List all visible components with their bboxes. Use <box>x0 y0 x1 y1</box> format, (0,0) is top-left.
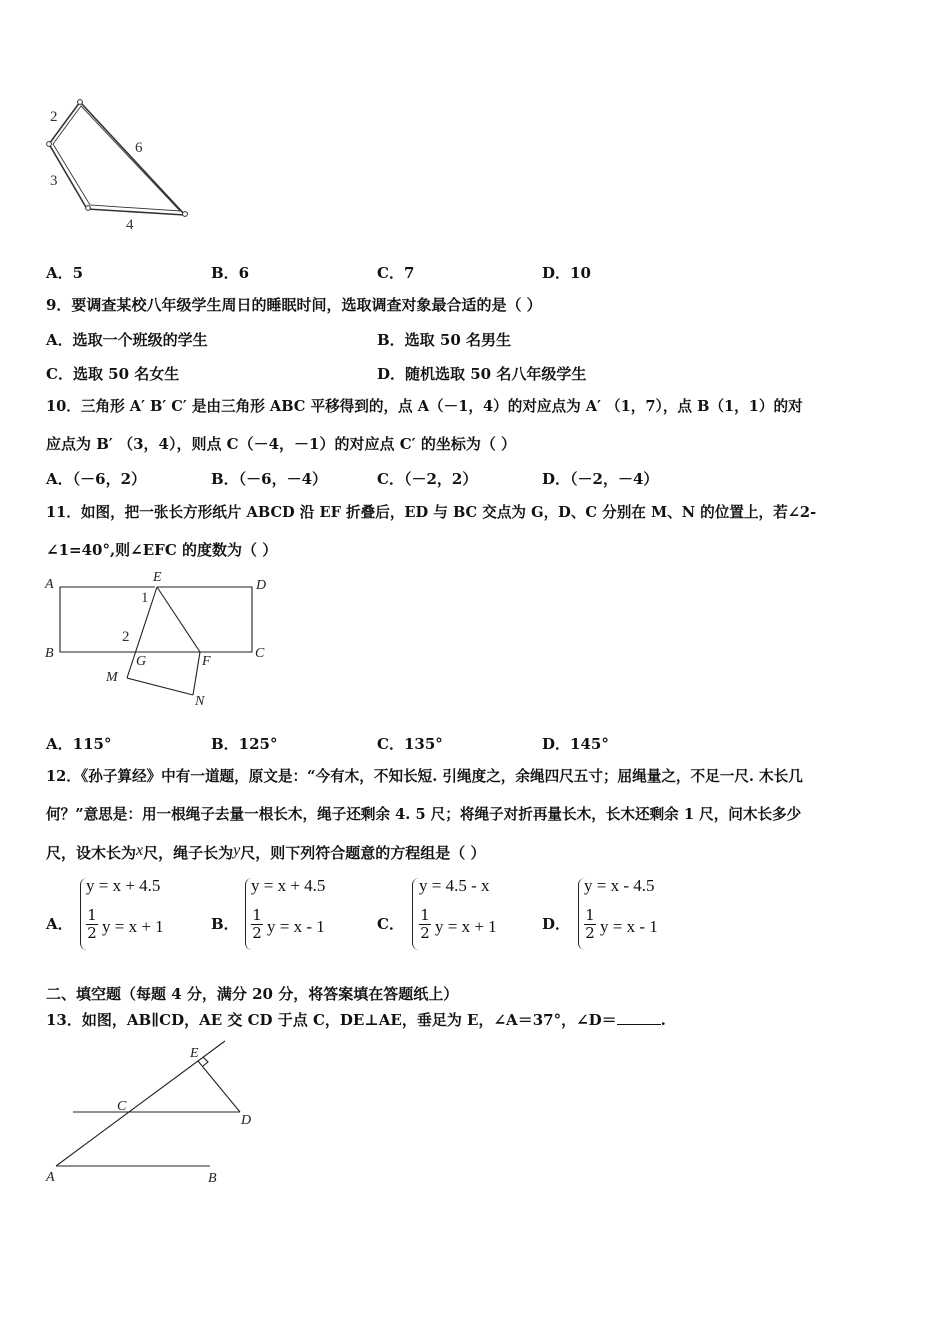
q10-option-c[interactable]: C．（－2，2） <box>377 470 478 488</box>
q12-option-b[interactable] <box>211 876 351 956</box>
side-label-3: 3 <box>50 173 58 189</box>
q13-stem-end: . <box>660 1011 666 1029</box>
q12-option-c-eq2: y = x + 1 <box>435 917 497 936</box>
q13-stem-text: 13．如图，AB∥CD，AE 交 CD 于点 C，DE⊥AE，垂足为 E，∠A＝37°，∠D＝ <box>46 1011 617 1029</box>
q8-option-c[interactable]: C．7 <box>377 264 415 282</box>
q11-stem-line2: ∠1=40°,则∠EFC 的度数为（ ） <box>46 541 278 559</box>
fraction-numerator: 1 <box>585 906 595 924</box>
q12-option-a-fraction <box>86 907 98 942</box>
q12-option-a-eq1: y = x + 4.5 <box>86 876 161 895</box>
quadrilateral-figure <box>40 95 200 235</box>
label-c: C <box>117 1099 127 1114</box>
label-a: A <box>46 1170 55 1185</box>
q12-option-a-label: A． <box>46 915 73 933</box>
quadrilateral-outer <box>49 102 185 215</box>
q11-option-c[interactable]: C．135° <box>377 735 443 753</box>
q11-option-b[interactable]: B．125° <box>211 735 278 753</box>
fraction-numerator: 1 <box>87 906 97 924</box>
q12-option-b-fraction <box>251 907 263 942</box>
quadrilateral-inner <box>53 106 180 211</box>
q12-stem-part-c: 尺，则下列符合题意的方程组是（ ） <box>240 844 486 862</box>
q12-option-c-label: C． <box>377 915 404 933</box>
q12-option-b-eq1: y = x + 4.5 <box>251 876 326 895</box>
label-angle-2: 2 <box>122 629 130 645</box>
q8-option-a[interactable]: A．5 <box>46 264 84 282</box>
q12-option-b-label: B． <box>211 915 239 933</box>
q12-option-c-fraction <box>419 907 431 942</box>
fraction-numerator: 1 <box>420 906 430 924</box>
brace-icon <box>412 878 419 950</box>
q11-option-a[interactable]: A．115° <box>46 735 112 753</box>
q12-stem-line2: 何？”意思是：用一根绳子去量一根长木，绳子还剩余 4. 5 尺；将绳子对折再量长木，长木还剩余 1 尺，问木长多少 <box>46 806 802 823</box>
q9-option-d[interactable]: D．随机选取 50 名八年级学生 <box>377 365 587 383</box>
label-c: C <box>255 646 265 661</box>
q12-option-c[interactable] <box>377 876 517 956</box>
fraction-denominator: 2 <box>585 924 595 942</box>
q10-stem-line2: 应点为 B′ （3，4），则点 C（－4，－1）的对应点 C′ 的坐标为（ ） <box>46 435 517 453</box>
q11-stem-line1: 11．如图，把一张长方形纸片 ABCD 沿 EF 折叠后，ED 与 BC 交点为 G，D、C 分别在 M、N 的位置上，若∠2- <box>46 504 817 521</box>
section-heading: 二、填空题（每题 4 分，满分 20 分，将答案填在答题纸上） <box>46 985 459 1003</box>
q12-var-y: y <box>233 842 241 859</box>
q10-stem-line1: 10．三角形 A′ B′ C′ 是由三角形 ABC 平移得到的，点 A（－1，4）的对应点为 A′ （1，7），点 B（1，1）的对 <box>46 398 803 415</box>
q12-option-d-fraction <box>584 907 596 942</box>
q8-option-d[interactable]: D．10 <box>542 264 591 282</box>
q13-stem <box>46 1010 666 1030</box>
rect-right <box>157 587 252 652</box>
fraction-denominator: 2 <box>252 924 262 942</box>
q12-option-d-eq2: y = x - 1 <box>600 917 658 936</box>
parallel-lines-figure <box>40 1035 280 1190</box>
q12-option-c-eq1: y = 4.5 - x <box>419 876 490 895</box>
q12-option-b-eq2: y = x - 1 <box>267 917 325 936</box>
label-b: B <box>45 646 54 661</box>
q11-option-d[interactable]: D．145° <box>542 735 609 753</box>
q12-option-a[interactable] <box>46 876 186 956</box>
q12-option-d[interactable] <box>542 876 682 956</box>
label-e: E <box>190 1046 199 1061</box>
fold-line-ef <box>157 587 200 652</box>
label-angle-1: 1 <box>141 590 149 606</box>
q12-stem-line3 <box>46 843 485 864</box>
q12-option-d-eq1: y = x - 4.5 <box>584 876 655 895</box>
q9-stem: 9．要调查某校八年级学生周日的睡眠时间，选取调查对象最合适的是（ ） <box>46 296 542 314</box>
right-angle-mark <box>203 1057 208 1066</box>
q9-option-a[interactable]: A．选取一个班级的学生 <box>46 331 208 349</box>
side-label-2: 2 <box>50 109 58 125</box>
line-ed <box>198 1061 240 1112</box>
q8-option-b[interactable]: B．6 <box>211 264 250 282</box>
q12-option-a-eq2: y = x + 1 <box>102 917 164 936</box>
q9-option-c[interactable]: C．选取 50 名女生 <box>46 365 180 383</box>
answer-blank[interactable] <box>617 1010 661 1025</box>
folded-edge-mn <box>127 678 193 695</box>
fraction-denominator: 2 <box>87 924 97 942</box>
q10-option-d[interactable]: D．（－2，－4） <box>542 470 659 488</box>
q10-option-b[interactable]: B．（－6，－4） <box>211 470 328 488</box>
side-label-4: 4 <box>126 217 134 233</box>
label-d: D <box>241 1113 252 1128</box>
folded-rectangle-figure <box>40 565 280 715</box>
q12-var-x: x <box>136 842 144 859</box>
q12-stem-line1: 12．《孙子算经》中有一道题，原文是：“今有木，不知长短. 引绳度之，余绳四尺五寸；屈绳量之，不足一尺. 木长几 <box>46 768 803 785</box>
q10-option-a[interactable]: A．（－6，2） <box>46 470 147 488</box>
label-d: D <box>256 578 267 593</box>
folded-edge-nf <box>193 652 200 695</box>
label-g: G <box>136 654 147 669</box>
q9-option-b[interactable]: B．选取 50 名男生 <box>377 331 511 349</box>
label-b: B <box>208 1171 217 1186</box>
side-label-6: 6 <box>135 140 143 156</box>
q12-option-d-label: D． <box>542 915 571 933</box>
label-a: A <box>45 577 54 592</box>
label-f: F <box>202 654 211 669</box>
q12-stem-part-a: 尺，设木长为 <box>46 844 137 862</box>
label-e: E <box>153 570 162 585</box>
fraction-denominator: 2 <box>420 924 430 942</box>
label-n: N <box>195 694 205 709</box>
line-ae <box>56 1041 225 1166</box>
fraction-numerator: 1 <box>252 906 262 924</box>
q12-stem-part-b: 尺，绳子长为 <box>143 844 234 862</box>
label-m: M <box>106 670 118 685</box>
